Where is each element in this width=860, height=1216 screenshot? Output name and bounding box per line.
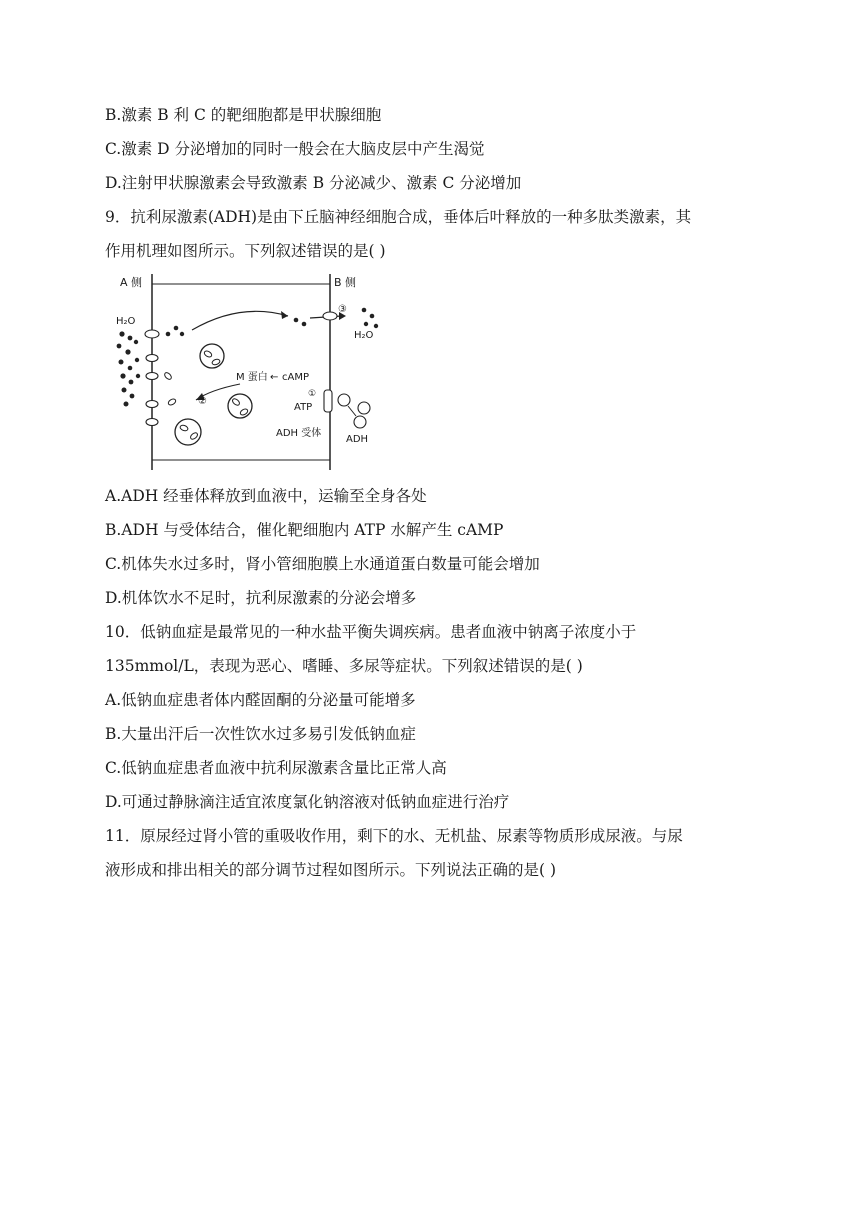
side-a-label: A 侧 [120, 276, 143, 289]
water-molecules-left [117, 331, 141, 406]
water-right-label: H₂O [354, 330, 374, 341]
q9-stem-line-2: 作用机理如图所示。下列叙述错误的是( ) [105, 242, 386, 260]
adh-receptor-shape [324, 390, 332, 412]
num-3-label: ③ [338, 304, 347, 315]
q11-stem-line-1: 11．原尿经过肾小管的重吸收作用，剩下的水、无机盐、尿素等物质形成尿液。与尿 [105, 827, 683, 845]
q10-stem-line-2: 135mmol/L，表现为恶心、嗜睡、多尿等症状。下列叙述错误的是( ) [105, 657, 583, 675]
water-flow-arrow [192, 311, 288, 330]
adh-label: ADH [346, 434, 369, 445]
receptor-label: ADH 受体 [276, 428, 322, 439]
q10-option-a: A.低钠血症患者体内醛固酮的分泌量可能增多 [105, 691, 416, 709]
q10-stem-line-1: 10．低钠血症是最常见的一种水盐平衡失调疾病。患者血液中钠离子浓度小于 [105, 623, 637, 641]
q11-stem-line-2: 液形成和排出相关的部分调节过程如图所示。下列说法正确的是( ) [105, 861, 557, 879]
q9-option-d: D.机体饮水不足时，抗利尿激素的分泌会增多 [105, 589, 417, 607]
q9-stem-line-1: 9．抗利尿激素(ADH)是由下丘脑神经细胞合成，垂体后叶释放的一种多肽类激素，其 [105, 208, 692, 226]
q10-option-c: C.低钠血症患者血液中抗利尿激素含量比正常人高 [105, 759, 447, 777]
q10-option-d: D.可通过静脉滴注适宜浓度氯化钠溶液对低钠血症进行治疗 [105, 793, 510, 811]
camp-label: cAMP [282, 372, 309, 383]
q9-option-b: B.ADH 与受体结合，催化靶细胞内 ATP 水解产生 cAMP [105, 521, 504, 539]
num-1-label: ① [308, 389, 317, 399]
q9-option-a: A.ADH 经垂体释放到血液中，运输至全身各处 [105, 487, 427, 505]
m-protein-label: M 蛋白 [236, 372, 268, 383]
q8-option-c: C.激素 D 分泌增加的同时一般会在大脑皮层中产生渴觉 [105, 140, 485, 158]
water-left-label: H₂O [116, 316, 136, 327]
water-molecules-inside [166, 318, 307, 337]
pathway-arrow: ← [270, 372, 279, 383]
side-b-label: B 侧 [334, 276, 357, 289]
q8-option-b: B.激素 B 利 C 的靶细胞都是甲状腺细胞 [105, 106, 382, 124]
atp-label: ATP [294, 402, 313, 413]
num-2-label: ② [198, 396, 207, 407]
q8-option-d: D.注射甲状腺激素会导致激素 B 分泌减少、激素 C 分泌增加 [105, 174, 522, 192]
q10-option-b: B.大量出汗后一次性饮水过多易引发低钠血症 [105, 725, 416, 743]
q9-option-c: C.机体失水过多时，肾小管细胞膜上水通道蛋白数量可能会增加 [105, 555, 540, 573]
water-molecules-right [362, 308, 378, 329]
adh-mechanism-figure [110, 272, 392, 472]
